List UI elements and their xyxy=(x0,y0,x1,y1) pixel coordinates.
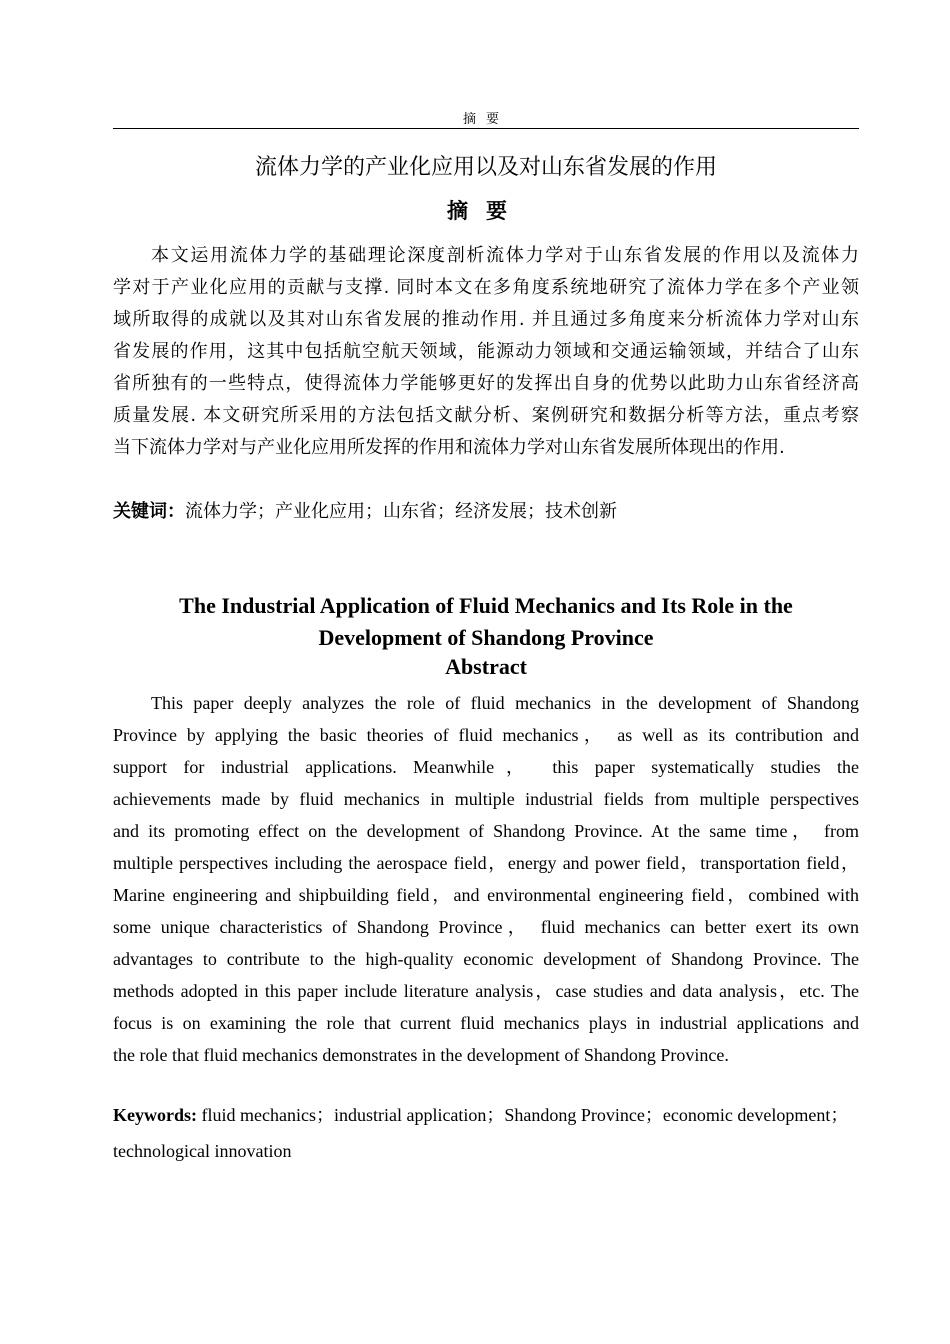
cn-body-line: 域所取得的成就以及其对山东省发展的推动作用. 并且通过多角度来分析流体力学对山东 xyxy=(113,309,859,330)
cn-body-line: 省所独有的一些特点，使得流体力学能够更好的发挥出自身的优势以此助力山东省经济高 xyxy=(113,373,859,394)
en-body-line: and its promoting effect on the development of Shandong Province. At the same time， from xyxy=(113,821,859,841)
cn-title: 流体力学的产业化应用以及对山东省发展的作用 xyxy=(254,155,717,180)
en-body-line: multiple perspectives including the aerospace field，energy and power field，transportation field， xyxy=(113,853,859,873)
running-header: 摘要 xyxy=(462,112,509,127)
cn-abstract-heading: 摘要 xyxy=(447,199,525,223)
en-body-line: support for industrial applications. Meanwhile， this paper systematically studies the xyxy=(113,757,859,777)
cn-body-line: 当下流体力学对与产业化应用所发挥的作用和流体力学对山东省发展所体现出的作用. xyxy=(113,437,785,458)
cn-keywords-text: 流体力学；产业化应用；山东省；经济发展；技术创新 xyxy=(185,501,617,522)
en-body-line: achievements made by fluid mechanics in multiple industrial fields from multiple perspectives xyxy=(113,789,859,809)
cn-body-line: 质量发展. 本文研究所采用的方法包括文献分析、案例研究和数据分析等方法，重点考察 xyxy=(113,405,859,426)
en-keywords xyxy=(113,1097,859,1169)
en-body-line: Marine engineering and shipbuilding field，and environmental engineering field，combined with xyxy=(113,885,859,905)
en-abstract-heading: Abstract xyxy=(445,654,527,679)
cn-abstract-body xyxy=(113,240,859,464)
en-body-line: the role that fluid mechanics demonstrates in the development of Shandong Province. xyxy=(113,1045,729,1065)
cn-keywords xyxy=(113,496,859,528)
en-keywords-label: Keywords: xyxy=(113,1105,197,1125)
en-body-line: methods adopted in this paper include literature analysis，case studies and data analysis，etc. The xyxy=(113,981,859,1001)
en-keywords-text: fluid mechanics；industrial application；Shandong Province；economic development； xyxy=(201,1105,849,1125)
en-body-line: Province by applying the basic theories of fluid mechanics， as well as its contribution and xyxy=(113,725,859,745)
header-rule xyxy=(113,128,859,129)
en-body-line: some unique characteristics of Shandong Province， fluid mechanics can better exert its own xyxy=(113,917,859,937)
en-body-line: focus is on examining the role that current fluid mechanics plays in industrial applications and xyxy=(113,1013,859,1033)
cn-keywords-label: 关键词： xyxy=(113,501,185,522)
en-title xyxy=(113,590,859,654)
en-body-line: This paper deeply analyzes the role of fluid mechanics in the development of Shandong xyxy=(151,693,859,713)
cn-body-line: 学对于产业化应用的贡献与支撑. 同时本文在多角度系统地研究了流体力学在多个产业领 xyxy=(113,277,859,298)
en-title-line: Development of Shandong Province xyxy=(318,625,654,650)
en-body-line: advantages to contribute to the high-quality economic development of Shandong Province. The xyxy=(113,949,859,969)
cn-body-line: 省发展的作用，这其中包括航空航天领域，能源动力领域和交通运输领域，并结合了山东 xyxy=(113,341,859,362)
en-keywords-text: technological innovation xyxy=(113,1141,292,1161)
en-abstract-body xyxy=(113,687,859,1071)
cn-body-line: 本文运用流体力学的基础理论深度剖析流体力学对于山东省发展的作用以及流体力 xyxy=(151,245,859,266)
en-title-line: The Industrial Application of Fluid Mechanics and Its Role in the xyxy=(179,593,793,618)
